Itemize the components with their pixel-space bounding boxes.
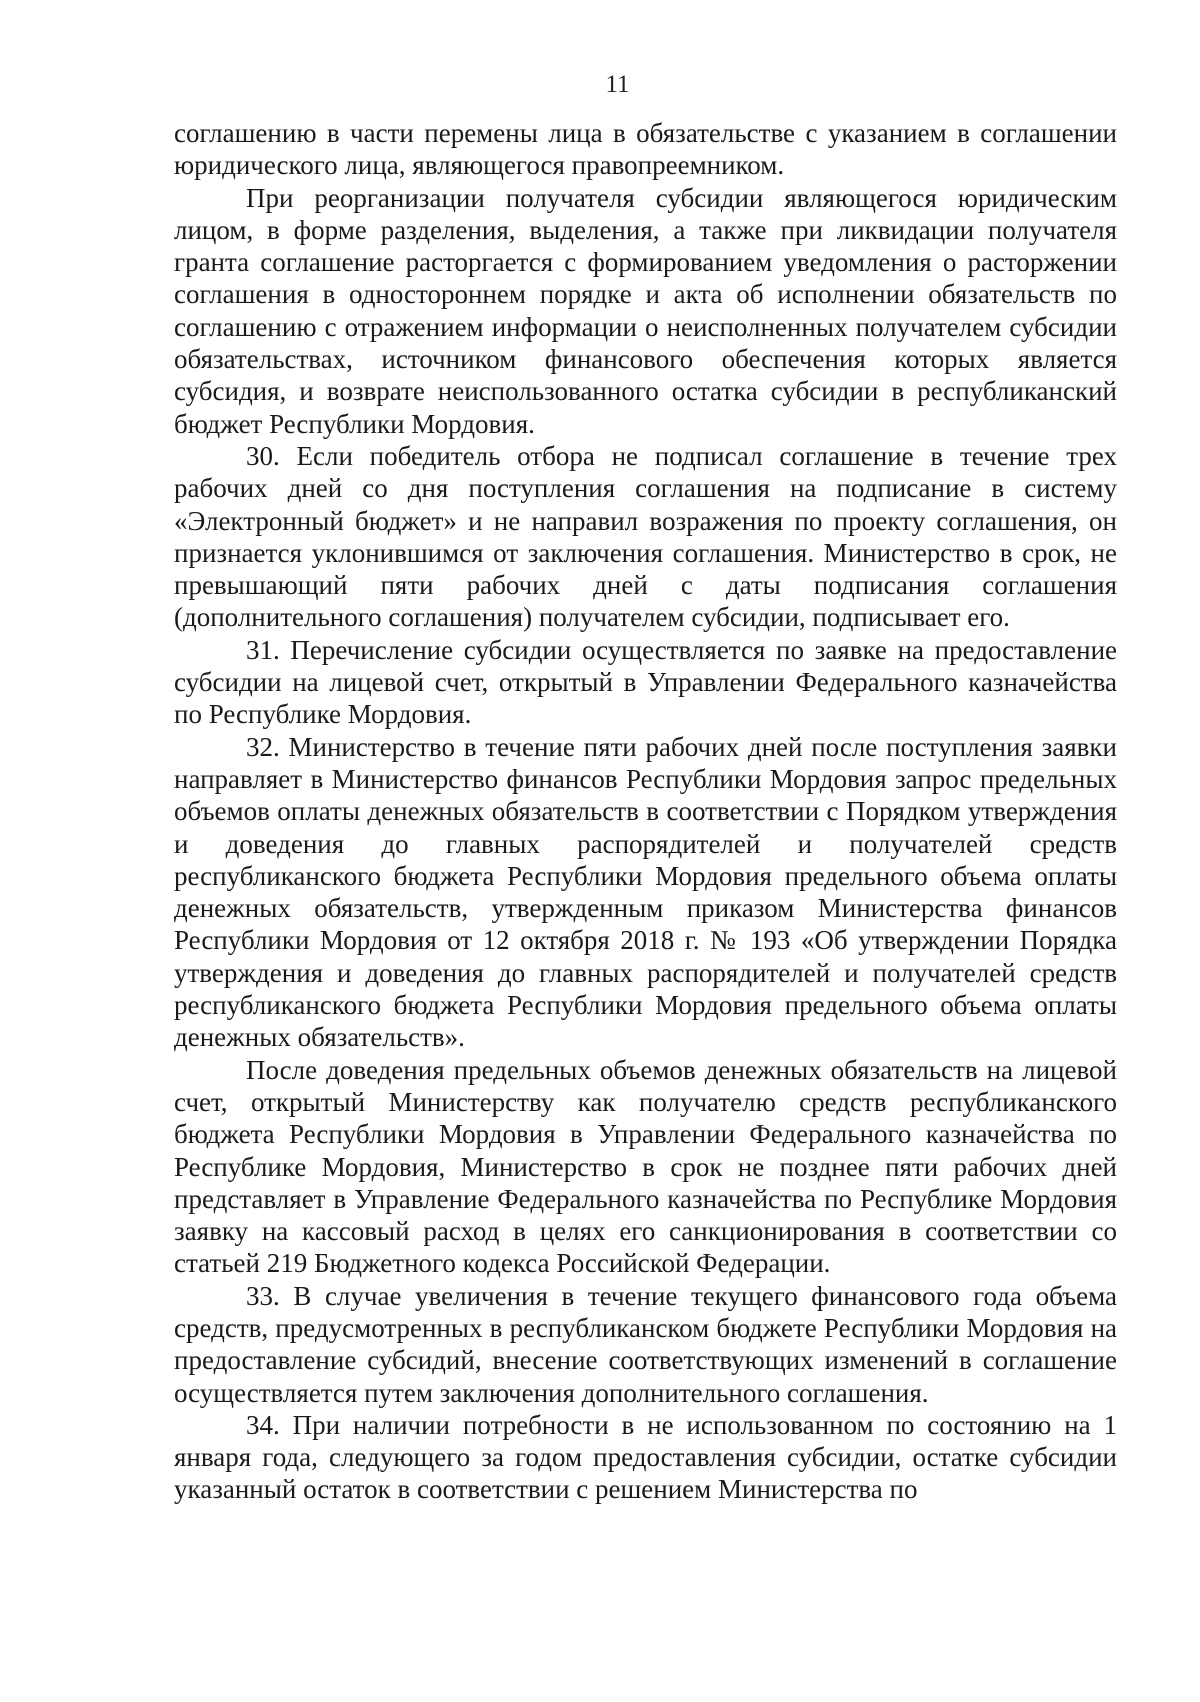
paragraph-31: 31. Перечисление субсидии осуществляется по заявке на предоставление субсидии на лицевой счет, открытый в Управлении Федерального казначейства по Республике Мордовия. [174,634,1117,730]
paragraph-30: 30. Если победитель отбора не подписал соглашение в течение трех рабочих дней со дня поступления соглашения на подписание в систему «Электронный бюджет» и не направил возражения по проекту соглашения, он признается уклонившимся от заключения соглашения. Министерство в срок, не превышающий пяти рабочих дней с даты подписания соглашения (дополнительного соглашения) получателем субсидии, подписывает его. [174,440,1117,633]
paragraph-reorganization: При реорганизации получателя субсидии являющегося юридическим лицом, в форме разделения, выделения, а также при ликвидации получателя гранта соглашение расторгается с формированием уведомления о расторжении соглашения в одностороннем порядке и акта об исполнении обязательств по соглашению с отражением информации о неисполненных получателем субсидии обязательствах, источником финансового обеспечения которых является субсидия, и возврате неиспользованного остатка субсидии в республиканский бюджет Республики Мордовия. [174,182,1117,439]
paragraph-32: 32. Министерство в течение пяти рабочих дней после поступления заявки направляет в Министерство финансов Республики Мордовия запрос предельных объемов оплаты денежных обязательств в соответствии с Порядком утверждения и доведения до главных распорядителей и получателей средств республиканского бюджета Республики Мордовия предельного объема оплаты денежных обязательств, утвержденным приказом Министерства финансов Республики Мордовия от 12 октября 2018 г. № 193 «Об утверждении Порядка утверждения и доведения до главных распорядителей и получателей средств республиканского бюджета Республики Мордовия предельного объема оплаты денежных обязательств». [174,731,1117,1053]
page-number: 11 [605,71,630,98]
paragraph-32-continued: После доведения предельных объемов денежных обязательств на лицевой счет, открытый Министерству как получателю средств республиканского бюджета Республики Мордовия в Управлении Федерального казначейства по Республике Мордовия, Министерство в срок не позднее пяти рабочих дней представляет в Управление Федерального казначейства по Республике Мордовия заявку на кассовый расход в целях его санкционирования в соответствии со статьей 219 Бюджетного кодекса Российской Федерации. [174,1054,1117,1279]
paragraph-continuation: соглашению в части перемены лица в обязательстве с указанием в соглашении юридического лица, являющегося правопреемником. [174,118,1117,181]
document-body [174,117,1117,1506]
paragraph-33: 33. В случае увеличения в течение текущего финансового года объема средств, предусмотренных в республиканском бюджете Республики Мордовия на предоставление субсидий, внесение соответствующих изменений в соглашение осуществляется путем заключения дополнительного соглашения. [174,1280,1117,1408]
paragraph-34: 34. При наличии потребности в не использованном по состоянию на 1 января года, следующего за годом предоставления субсидии, остатке субсидии указанный остаток в соответствии с решением Министерства по [174,1409,1117,1505]
